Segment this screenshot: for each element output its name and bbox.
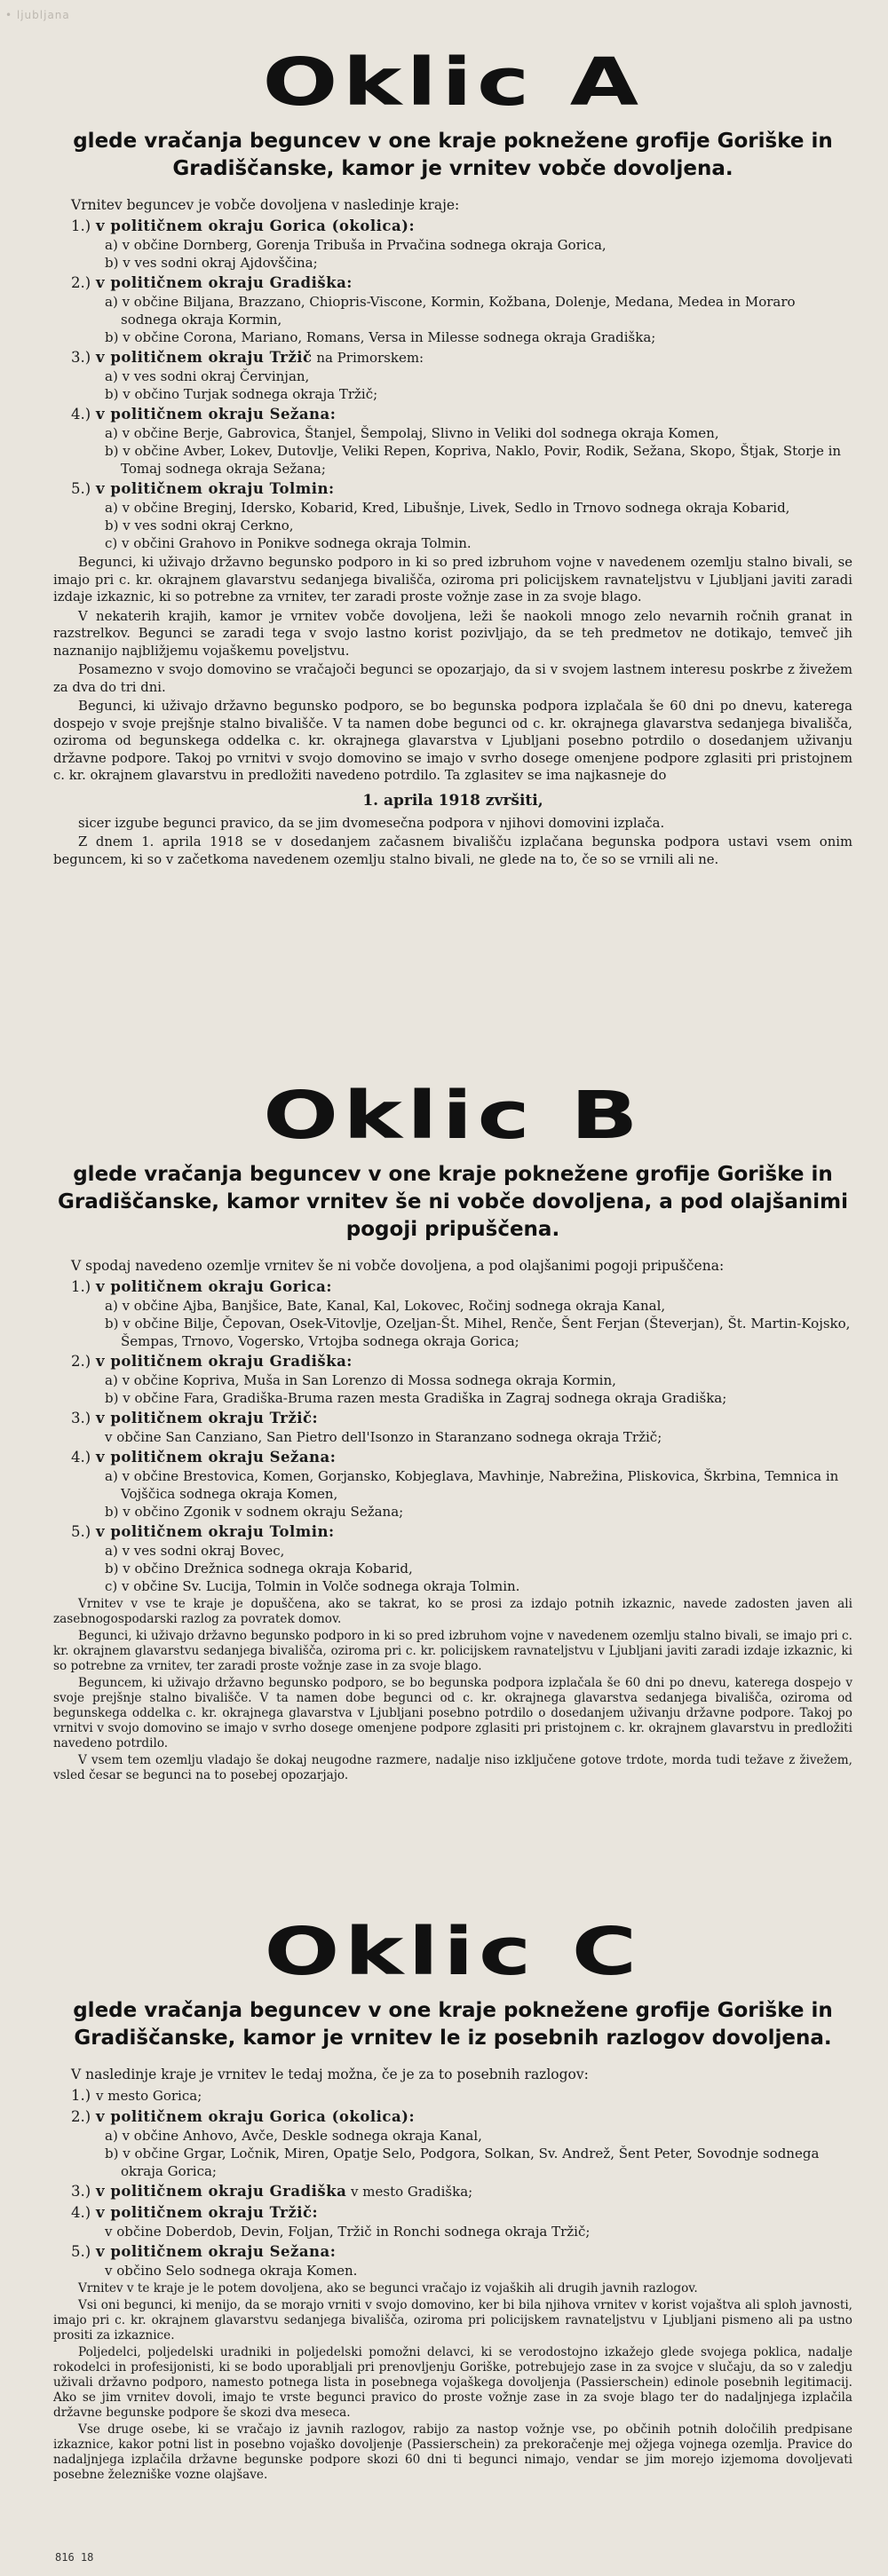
district-number: 5.) — [71, 1523, 91, 1540]
paras2-a — [53, 815, 852, 869]
municipality-line: b) v občino Drežnica sodnega okraja Kobarid, — [105, 1561, 413, 1576]
municipality-line: a) v ves sodni okraj Červinjan, — [105, 368, 310, 384]
municipality-line: a) v občine Berje, Gabrovica, Štanjel, Šempolaj, Slivno in Veliki dol sodnega okraja Komen, — [105, 425, 719, 441]
district-name: v političnem okraju Gorica (okolica): — [96, 2108, 416, 2125]
section-a — [53, 43, 852, 868]
intro-b: V spodaj navedeno ozemlje vrnitev še ni vobče dovoljena, a pod olajšanimi pogoji pripuščena: — [71, 1258, 725, 1274]
district-number: 5.) — [71, 2243, 91, 2260]
body-paragraph: V nekaterih krajih, kamor je vrnitev vobče dovoljena, leži še naokoli mnogo zelo nevarnih ročnih granat in razstrelkov. Begunci se zaradi tega v svojo lastno korist pozivljajo, da se teh predmetov ne dotikajo, temveč jih naznanijo najbližjemu vojaškemu poveljstvu. — [53, 608, 852, 659]
paras-c — [53, 2281, 852, 2483]
district-item — [71, 2182, 852, 2201]
body-paragraph: Vrnitev v vse te kraje je dopuščena, ako se takrat, ko se prosi za izdajo potnih izkaznic, navede zadosten javen ali zasebnogospodarski razlog za povratek domov. — [53, 1597, 852, 1626]
title-b: Oklic B — [263, 1078, 643, 1154]
body-paragraph: Z dnem 1. aprila 1918 se v dosedanjem začasnem bivališču izplačana begunska podpora ustavi vsem onim beguncem, ki so v začetkoma navedenem ozemlju stalno bivali, ne glede na to, če so se vrnili ali ne. — [53, 834, 852, 867]
district-extra: v mesto Gorica; — [96, 2088, 202, 2104]
municipality-line: v občine Doberdob, Devin, Foljan, Tržič in Ronchi sodnega okraja Tržič; — [105, 2224, 591, 2240]
district-number: 2.) — [71, 2108, 91, 2125]
district-item — [71, 2203, 852, 2223]
district-item — [71, 348, 852, 367]
municipality-line: b) v občine Corona, Mariano, Romans, Versa in Milesse sodnega okraja Gradiška; — [105, 329, 656, 345]
date-line-a: 1. aprila 1918 zvršiti, — [362, 791, 543, 810]
district-item — [71, 2242, 852, 2262]
municipality-line: v občino Selo sodnega okraja Komen. — [105, 2263, 358, 2279]
municipality-line: b) v občino Zgonik v sodnem okraju Sežana; — [105, 1504, 404, 1520]
district-extra: v mesto Gradiška; — [346, 2184, 473, 2200]
footer-code: 816 18 — [55, 2551, 94, 2564]
districts-c — [53, 2086, 852, 2280]
section-b — [53, 1076, 852, 1783]
district-item — [71, 217, 852, 236]
districts-a — [53, 217, 852, 552]
body-paragraph: Vsi oni begunci, ki menijo, da se morajo vrniti v svojo domovino, ker bi bila njihova vrnitev v korist vojaštva ali sploh javnosti, imajo pri c. kr. okrajnem glavarstvu sedanjega bivališča, oziroma pri policijskem ravnateljstvu v Ljubljani pismeno ali pa ustno prositi za izkaznice. — [53, 2298, 852, 2343]
district-name: v političnem okraju Tolmin: — [96, 480, 335, 497]
paras-a — [53, 554, 852, 785]
title-c: Oklic C — [264, 1914, 642, 1990]
corner-watermark: • ljubljana — [5, 9, 70, 21]
district-number: 1.) — [71, 1278, 91, 1295]
subtitle-b: glede vračanja beguncev v one kraje poknežene grofije Goriške in Gradiščanske, kamor vrnitev še ni vobče dovoljena, a pod olajšanimi pogoji pripuščena. — [58, 1163, 848, 1241]
district-number: 4.) — [71, 406, 91, 423]
body-paragraph: Beguncem, ki uživajo državno begunsko podporo, se bo begunska podpora izplačala še 60 dni po dnevu, katerega dospejo v svoje prejšnje stalno bivališče. V ta namen dobe begunci od c. kr. okrajnega glavarstva sedanjega bivališča, oziroma od begunskega oddelka c. kr. okrajnega glavarstva v Ljubljani posebno potrdilo o dosedanjem uživanju državne podpore. Takoj po vrnitvi v svojo domovino se imajo v svrho dosege omenjene podpore zglasiti pri pristojnem c. kr. okrajnem glavarstvu in predložiti navedeno potrdilo. — [53, 1676, 852, 1750]
body-paragraph: Begunci, ki uživajo državno begunsko podporo in ki so pred izbruhom vojne v navedenem ozemlju stalno bivali, se imajo pri c. kr. okrajnem glavarstvu sedanjega bivališča, oziroma pri policijskem ravnateljstvu v Ljubljani javiti zaradi izdaje izkaznic, ki so potrebne za vrnitev, ter zaradi proste vožnje zase in za svoje blago. — [53, 555, 852, 604]
municipality-line: c) v občine Sv. Lucija, Tolmin in Volče sodnega okraja Tolmin. — [105, 1578, 520, 1594]
intro-a: Vrnitev beguncev je vobče dovoljena v nasledinje kraje: — [71, 197, 460, 213]
paras-b — [53, 1597, 852, 1783]
districts-b — [53, 1277, 852, 1595]
district-item — [71, 2107, 852, 2127]
district-name: v političnem okraju Tolmin: — [96, 1523, 335, 1540]
district-item — [71, 1352, 852, 1371]
district-name: v političnem okraju Gorica (okolica): — [96, 217, 416, 234]
title-a: Oklic A — [262, 44, 644, 121]
district-name: v političnem okraju Gradiška: — [96, 1353, 353, 1370]
municipality-line: a) v občine Biljana, Brazzano, Chiopris-Viscone, Kormin, Kožbana, Dolenje, Medana, Medea in Moraro sodnega okraja Kormin, — [105, 294, 796, 328]
subtitle-a: glede vračanja beguncev v one kraje poknežene grofije Goriške in Gradiščanske, kamor je vrnitev vobče dovoljena. — [73, 130, 833, 180]
district-number: 4.) — [71, 1449, 91, 1466]
district-name: v političnem okraju Tržič — [96, 349, 313, 366]
district-item — [71, 273, 852, 293]
intro-c: V nasledinje kraje je vrnitev le tedaj možna, če je za to posebnih razlogov: — [71, 2066, 589, 2082]
district-name: v političnem okraju Gradiška: — [96, 274, 353, 291]
district-number: 3.) — [71, 1410, 91, 1426]
body-paragraph: Vrnitev v te kraje je le potem dovoljena, ako se begunci vračajo iz vojaških ali drugih javnih razlogov. — [78, 2281, 698, 2295]
district-item — [71, 2086, 852, 2106]
district-name: v političnem okraju Sežana: — [96, 1449, 337, 1466]
district-number: 2.) — [71, 274, 91, 291]
municipality-line: b) v občino Turjak sodnega okraja Tržič; — [105, 386, 378, 402]
municipality-line: a) v občine Dornberg, Gorenja Tribuša in Prvačina sodnega okraja Gorica, — [105, 237, 607, 253]
body-paragraph: Begunci, ki uživajo državno begunsko podporo, se bo begunska podpora izplačala še 60 dni po dnevu, katerega dospejo v svoje prejšnje stalno bivališče. V ta namen dobe begunci od c. kr. okrajnega glavarstva sedanjega bivališča, oziroma od begunskega oddelka c. kr. okrajnega glavarstva v Ljubljani posebno potrdilo o dosedanjem uživanju državne podpore. Takoj po vrnitvi v svojo domovino se imajo v svrho dosege omenjene podpore zglasiti pri pristojnem c. kr. okrajnem glavarstvu in predložiti navedeno potrdilo. Ta zglasitev se ima najkasneje do — [53, 699, 852, 783]
section-c — [53, 1912, 852, 2483]
district-name: v političnem okraju Sežana: — [96, 406, 337, 423]
district-item — [71, 479, 852, 499]
district-item — [71, 1277, 852, 1297]
municipality-line: a) v ves sodni okraj Bovec, — [105, 1543, 285, 1559]
municipality-line: b) v občine Avber, Lokev, Dutovlje, Veliki Repen, Kopriva, Naklo, Povir, Rodik, Sežana, Skopo, Štjak, Storje in Tomaj sodnega okraja Sežana; — [105, 443, 842, 477]
body-paragraph: Posamezno v svojo domovino se vračajoči begunci se opozarjajo, da si v svojem lastnem interesu poskrbe z živežem za dva do tri dni. — [53, 662, 852, 695]
municipality-line: a) v občine Anhovo, Avče, Deskle sodnega okraja Kanal, — [105, 2128, 482, 2144]
district-name: v političnem okraju Tržič: — [96, 1410, 319, 1426]
municipality-line: b) v občine Bilje, Čepovan, Osek-Vitovlje, Ozeljan-Št. Mihel, Renče, Šent Ferjan (Števerjan), Št. Martin-Kojsko, Šempas, Trnovo, Vogersko, Vrtojba sodnega okraja Gorica; — [105, 1316, 851, 1349]
municipality-line: b) v občine Grgar, Ločnik, Miren, Opatje Selo, Podgora, Solkan, Sv. Andrež, Šent Peter, Sovodnje sodnega okraja Gorica; — [105, 2145, 820, 2179]
municipality-line: b) v občine Fara, Gradiška-Bruma razen mesta Gradiška in Zagraj sodnega okraja Gradiška; — [105, 1390, 727, 1406]
district-number: 3.) — [71, 2183, 91, 2200]
body-paragraph: Begunci, ki uživajo državno begunsko podporo in ki so pred izbruhom vojne v navedenem ozemlju stalno bivali, se imajo pri c. kr. okrajnem glavarstvu sedanjega bivališča, oziroma pri c. kr. policijskem ravnateljstvu v Ljubljani javiti zaradi izdaje izkaznic, ki so potrebne za vrnitev, ter zaradi proste vožnje zase in za svoje blago. — [53, 1629, 852, 1673]
district-number: 5.) — [71, 480, 91, 497]
district-number: 4.) — [71, 2204, 91, 2221]
district-item — [71, 1409, 852, 1428]
municipality-line: v občine San Canziano, San Pietro dell'Isonzo in Staranzano sodnega okraja Tržič; — [105, 1429, 662, 1445]
body-paragraph: sicer izgube begunci pravico, da se jim dvomesečna podpora v njihovi domovini izplača. — [78, 815, 665, 831]
body-paragraph: Vse druge osebe, ki se vračajo iz javnih razlogov, rabijo za nastop vožnje vse, po občinih potnih določilih predpisane izkaznice, kakor potni list in posebno vojaško dovoljenje (Passierschein) za prekoračenje mej ožjega vojnega ozemlja. Pravice do nadaljnjega izplačila državne begunske podpore skozi 60 dni ti begunci nimajo, vendar se jim morejo izjemoma dovoljevati posebne železniške vozne olajšave. — [53, 2422, 852, 2482]
district-item — [71, 1448, 852, 1467]
body-paragraph: V vsem tem ozemlju vladajo še dokaj neugodne razmere, nadalje niso izključene gotove trdote, morda tudi težave z živežem, vsled česar se begunci na to posebej opozarjajo. — [53, 1753, 852, 1782]
district-name: v političnem okraju Tržič: — [96, 2204, 319, 2221]
district-number: 1.) — [71, 217, 91, 234]
district-number: 1.) — [71, 2087, 91, 2104]
municipality-line: b) v ves sodni okraj Ajdovščina; — [105, 255, 318, 271]
district-name: v političnem okraju Gradiška — [96, 2183, 347, 2200]
municipality-line: a) v občine Kopriva, Muša in San Lorenzo di Mossa sodnega okraja Kormin, — [105, 1372, 616, 1388]
district-number: 3.) — [71, 349, 91, 366]
district-name: v političnem okraju Sežana: — [96, 2243, 337, 2260]
municipality-line: a) v občine Breginj, Idersko, Kobarid, Kred, Libušnje, Livek, Sedlo in Trnovo sodnega okraja Kobarid, — [105, 500, 790, 516]
municipality-line: a) v občine Brestovica, Komen, Gorjansko, Kobjeglava, Mavhinje, Nabrežina, Pliskovica, Škrbina, Temnica in Vojščica sodnega okraja Komen, — [105, 1468, 839, 1502]
subtitle-c: glede vračanja beguncev v one kraje poknežene grofije Goriške in Gradiščanske, kamor je vrnitev le iz posebnih razlogov dovoljena. — [73, 1999, 833, 2050]
district-item — [71, 405, 852, 424]
district-extra: na Primorskem: — [312, 350, 424, 366]
municipality-line: b) v ves sodni okraj Cerkno, — [105, 518, 294, 533]
district-number: 2.) — [71, 1353, 91, 1370]
municipality-line: c) v občini Grahovo in Ponikve sodnega okraja Tolmin. — [105, 535, 472, 551]
district-name: v političnem okraju Gorica: — [96, 1278, 332, 1295]
municipality-line: a) v občine Ajba, Banjšice, Bate, Kanal, Kal, Lokovec, Ročinj sodnega okraja Kanal, — [105, 1298, 666, 1314]
body-paragraph: Poljedelci, poljedelski uradniki in poljedelski pomožni delavci, ki se verodostojno izkažejo glede svojega poklica, nadalje rokodelci in profesijonisti, ki se bodo uporabljali pri prenovljenju Goriške, potrebujejo zase in za svojce v slučaju, da so v zaledju uživali državno podporo, namesto potnega lista in posebnega vojaškega dovoljenja (Passierschein) edinole posebnih legitimacij. Ako se jim vrnitev dovoli, imajo te vrste begunci pravico do proste vožnje zase in za svoje blago ter do nadaljnjega izplačila državne begunske podpore še skozi dva meseca. — [53, 2345, 852, 2420]
district-item — [71, 1522, 852, 1542]
